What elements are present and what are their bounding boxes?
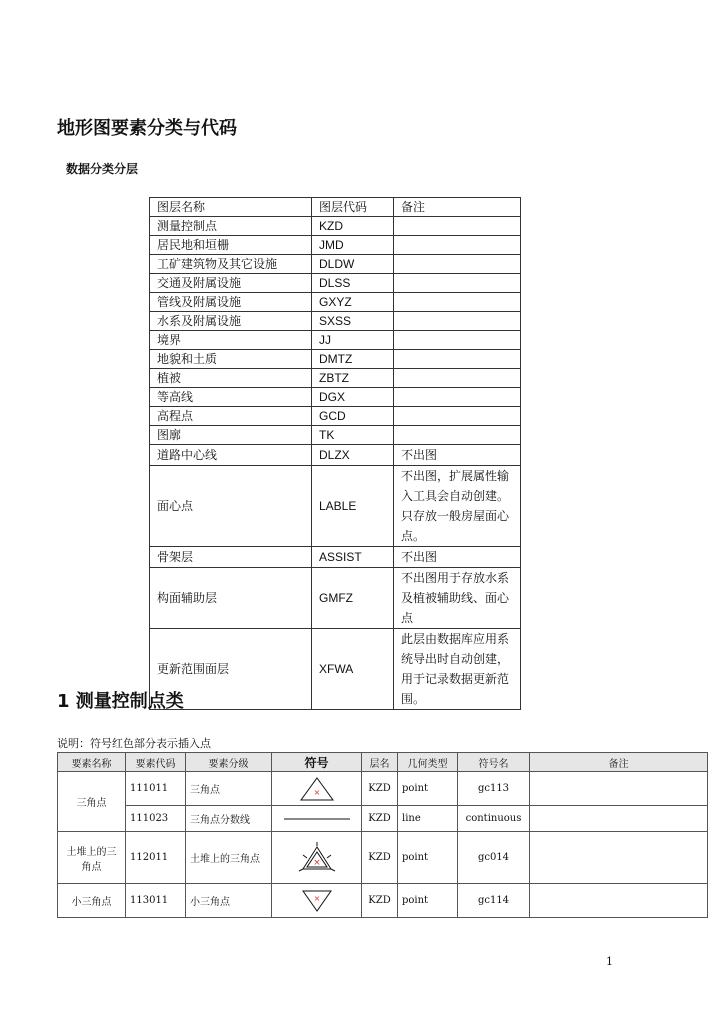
feature-note bbox=[530, 884, 708, 918]
layer-name: 交通及附属设施 bbox=[150, 274, 312, 293]
symbol-name: gc114 bbox=[458, 884, 530, 918]
geometry-type: point bbox=[398, 772, 458, 806]
layer-table bbox=[149, 197, 521, 710]
layer-note bbox=[394, 293, 521, 312]
layer-name: 水系及附属设施 bbox=[150, 312, 312, 331]
table-row bbox=[150, 350, 521, 369]
layer-name: 工矿建筑物及其它设施 bbox=[150, 255, 312, 274]
layer-code: DMTZ bbox=[312, 350, 394, 369]
feature-name: 土堆上的三角点 bbox=[58, 832, 126, 884]
layer-note bbox=[394, 350, 521, 369]
feature-level: 小三角点 bbox=[186, 884, 272, 918]
table-row bbox=[150, 293, 521, 312]
symbol-cell bbox=[272, 884, 362, 918]
layer-name: KZD bbox=[362, 806, 398, 832]
layer-name: 等高线 bbox=[150, 388, 312, 407]
layer-name: 图廓 bbox=[150, 426, 312, 445]
table-row bbox=[150, 236, 521, 255]
layer-note: 不出图用于存放水系及植被辅助线、面心点 bbox=[394, 568, 521, 629]
layer-name: 面心点 bbox=[150, 466, 312, 547]
symbol-cell bbox=[272, 772, 362, 806]
geometry-type: point bbox=[398, 884, 458, 918]
layer-name: 更新范围面层 bbox=[150, 629, 312, 710]
layer-name: 测量控制点 bbox=[150, 217, 312, 236]
layer-note: 此层由数据库应用系统导出时自动创建，用于记录数据更新范围。 bbox=[394, 629, 521, 710]
layer-code: DGX bbox=[312, 388, 394, 407]
layer-note: 不出图 bbox=[394, 547, 521, 568]
symbol-name: gc014 bbox=[458, 832, 530, 884]
column-header: 层名 bbox=[362, 753, 398, 772]
mound-triangle-icon bbox=[276, 841, 357, 875]
layer-code: XFWA bbox=[312, 629, 394, 710]
layer-table-header bbox=[150, 198, 521, 217]
layer-name: 植被 bbox=[150, 369, 312, 388]
symbol-cell bbox=[272, 806, 362, 832]
feature-name: 三角点 bbox=[58, 772, 126, 832]
table-row bbox=[150, 369, 521, 388]
feature-note bbox=[530, 772, 708, 806]
layer-note bbox=[394, 312, 521, 331]
layer-code: DLSS bbox=[312, 274, 394, 293]
small-triangle-icon bbox=[276, 889, 357, 913]
table-row bbox=[150, 426, 521, 445]
geometry-type: point bbox=[398, 832, 458, 884]
layer-name: 构面辅助层 bbox=[150, 568, 312, 629]
symbol-table bbox=[57, 752, 708, 918]
svg-text:×: × bbox=[312, 857, 321, 868]
layer-name: 道路中心线 bbox=[150, 445, 312, 466]
symbol-table-header bbox=[58, 753, 708, 772]
layer-name: 地貌和土质 bbox=[150, 350, 312, 369]
column-header: 备注 bbox=[394, 198, 521, 217]
svg-text:×: × bbox=[313, 787, 320, 797]
layer-name: KZD bbox=[362, 832, 398, 884]
feature-code: 111023 bbox=[126, 806, 186, 832]
table-row bbox=[150, 388, 521, 407]
column-header: 符号 bbox=[272, 753, 362, 772]
feature-name: 小三角点 bbox=[58, 884, 126, 918]
symbol-name: continuous bbox=[458, 806, 530, 832]
layer-name: 居民地和垣栅 bbox=[150, 236, 312, 255]
layer-note bbox=[394, 426, 521, 445]
line-icon bbox=[276, 815, 357, 823]
feature-level: 土堆上的三角点 bbox=[186, 832, 272, 884]
table-row bbox=[150, 312, 521, 331]
table-row bbox=[150, 466, 521, 547]
symbol-cell bbox=[272, 832, 362, 884]
geometry-type: line bbox=[398, 806, 458, 832]
table-row bbox=[150, 255, 521, 274]
layer-code: GXYZ bbox=[312, 293, 394, 312]
layer-code: JMD bbox=[312, 236, 394, 255]
page-number: 1 bbox=[606, 955, 613, 968]
layer-code: GMFZ bbox=[312, 568, 394, 629]
section-description: 说明：符号红色部分表示插入点 bbox=[57, 737, 211, 750]
table-row bbox=[150, 568, 521, 629]
layer-code: ZBTZ bbox=[312, 369, 394, 388]
column-header: 要素名称 bbox=[58, 753, 126, 772]
layer-code: ASSIST bbox=[312, 547, 394, 568]
layer-code: TK bbox=[312, 426, 394, 445]
layer-note bbox=[394, 407, 521, 426]
layer-name: 高程点 bbox=[150, 407, 312, 426]
feature-code: 113011 bbox=[126, 884, 186, 918]
layer-note: 不出图，扩展属性输入工具会自动创建。只存放一般房屋面心点。 bbox=[394, 466, 521, 547]
column-header: 要素分级 bbox=[186, 753, 272, 772]
layer-note bbox=[394, 255, 521, 274]
feature-level: 三角点分数线 bbox=[186, 806, 272, 832]
table-row bbox=[150, 629, 521, 710]
layer-code: JJ bbox=[312, 331, 394, 350]
table-row bbox=[150, 407, 521, 426]
column-header: 符号名 bbox=[458, 753, 530, 772]
layer-name: KZD bbox=[362, 772, 398, 806]
table-row bbox=[150, 331, 521, 350]
feature-note bbox=[530, 806, 708, 832]
layer-name: 境界 bbox=[150, 331, 312, 350]
table-row bbox=[58, 772, 708, 806]
layer-note bbox=[394, 274, 521, 293]
layer-name: 管线及附属设施 bbox=[150, 293, 312, 312]
layer-note bbox=[394, 331, 521, 350]
layer-name: 骨架层 bbox=[150, 547, 312, 568]
column-header: 要素代码 bbox=[126, 753, 186, 772]
svg-text:×: × bbox=[313, 893, 320, 903]
layer-code: KZD bbox=[312, 217, 394, 236]
layer-note bbox=[394, 236, 521, 255]
table-row bbox=[58, 806, 708, 832]
layer-code: SXSS bbox=[312, 312, 394, 331]
page-title: 地形图要素分类与代码 bbox=[57, 118, 237, 139]
table-row bbox=[150, 445, 521, 466]
column-header: 备注 bbox=[530, 753, 708, 772]
feature-note bbox=[530, 832, 708, 884]
layer-code: DLDW bbox=[312, 255, 394, 274]
column-header: 图层代码 bbox=[312, 198, 394, 217]
table-row bbox=[58, 884, 708, 918]
layer-section-title: 数据分类分层 bbox=[66, 162, 139, 176]
symbol-name: gc113 bbox=[458, 772, 530, 806]
feature-code: 112011 bbox=[126, 832, 186, 884]
feature-code: 111011 bbox=[126, 772, 186, 806]
triangle-icon bbox=[276, 776, 357, 802]
table-row bbox=[58, 832, 708, 884]
column-header: 图层名称 bbox=[150, 198, 312, 217]
layer-note: 不出图 bbox=[394, 445, 521, 466]
section-heading: 1 测量控制点类 bbox=[57, 691, 184, 712]
table-row bbox=[150, 547, 521, 568]
layer-note bbox=[394, 217, 521, 236]
layer-code: GCD bbox=[312, 407, 394, 426]
layer-code: LABLE bbox=[312, 466, 394, 547]
column-header: 几何类型 bbox=[398, 753, 458, 772]
layer-note bbox=[394, 369, 521, 388]
table-row bbox=[150, 217, 521, 236]
layer-note bbox=[394, 388, 521, 407]
feature-level: 三角点 bbox=[186, 772, 272, 806]
table-row bbox=[150, 274, 521, 293]
layer-name: KZD bbox=[362, 884, 398, 918]
layer-code: DLZX bbox=[312, 445, 394, 466]
